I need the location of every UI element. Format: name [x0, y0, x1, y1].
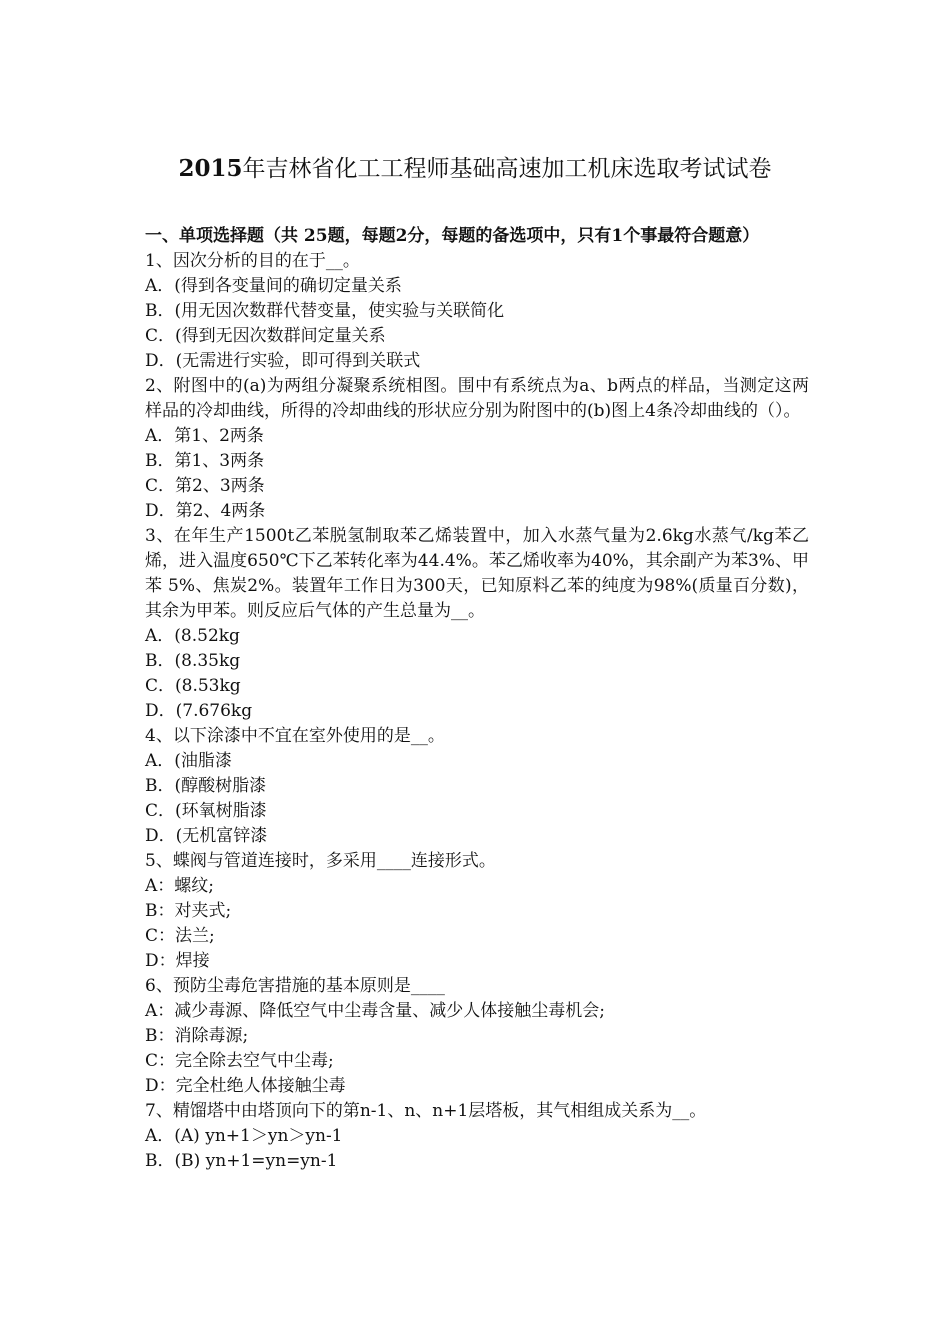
question-7 [145, 1099, 809, 1174]
option-c: C．第2、3两条 [145, 476, 265, 496]
option-d: D．(7.676kg [145, 701, 253, 721]
question-stem: 5、蝶阀与管道连接时，多采用____连接形式。 [145, 851, 496, 871]
option-b: B．(醇酸树脂漆 [145, 776, 267, 796]
section-heading: 一、单项选择题（共 25题，每题2分，每题的备选项中，只有1个事最符合题意） [145, 226, 760, 246]
document-title [0, 152, 950, 186]
option-b: B．(用无因次数群代替变量，使实验与关联简化 [145, 301, 505, 321]
option-d: D．(无机富锌漆 [145, 826, 268, 846]
option-c: C．(得到无因次数群间定量关系 [145, 326, 386, 346]
question-6 [145, 974, 809, 1099]
option-c: C．(环氧树脂漆 [145, 801, 267, 821]
option-a: A：减少毒源、降低空气中尘毒含量、减少人体接触尘毒机会; [145, 1001, 606, 1021]
option-a: A．第1、2两条 [145, 426, 264, 446]
question-stem: 1、因次分析的目的在于__。 [145, 251, 360, 271]
option-b: B．(8.35kg [145, 651, 241, 671]
title-year: 2015 [178, 155, 243, 182]
option-a: A．(A) yn+1＞yn＞yn-1 [145, 1126, 343, 1146]
option-d: D．第2、4两条 [145, 501, 266, 521]
question-1 [145, 249, 809, 374]
option-a: A．(油脂漆 [145, 751, 232, 771]
question-stem: 7、精馏塔中由塔顶向下的第n-1、n、n+1层塔板，其气相组成关系为__。 [145, 1101, 707, 1121]
question-stem: 4、以下涂漆中不宜在室外使用的是__。 [145, 726, 445, 746]
option-c: C：法兰; [145, 926, 215, 946]
question-3 [145, 524, 809, 724]
option-b: B：对夹式; [145, 901, 232, 921]
question-stem: 3、在年生产1500t乙苯脱氢制取苯乙烯装置中，加入水蒸气量为2.6kg水蒸气/kg苯乙烯，进入温度650℃下乙苯转化率为44.4%。苯乙烯收率为40%，其余副产为苯3%、甲苯 5%、焦炭2%。装置年工作日为300天，已知原料乙苯的纯度为98%(质量百分数)，其余为甲苯。则反应后气体的产生总量为__。 [145, 526, 809, 621]
question-stem: 2、附图中的(a)为两组分凝聚系统相图。围中有系统点为a、b两点的样品，当测定这两样品的冷却曲线，所得的冷却曲线的形状应分别为附图中的(b)图上4条冷却曲线的（）。 [145, 376, 809, 421]
option-b: B．(B) yn+1=yn=yn-1 [145, 1151, 338, 1171]
option-c: C：完全除去空气中尘毒; [145, 1051, 334, 1071]
question-stem: 6、预防尘毒危害措施的基本原则是____ [145, 976, 445, 996]
question-4 [145, 724, 809, 849]
option-d: D：焊接 [145, 951, 210, 971]
option-b: B．第1、3两条 [145, 451, 265, 471]
option-b: B：消除毒源; [145, 1026, 249, 1046]
option-a: A：螺纹; [145, 876, 215, 896]
option-c: C．(8.53kg [145, 676, 241, 696]
option-a: A．(8.52kg [145, 626, 240, 646]
option-d: D．(无需进行实验，即可得到关联式 [145, 351, 421, 371]
document-body [145, 224, 809, 1174]
option-d: D：完全杜绝人体接触尘毒 [145, 1076, 346, 1096]
question-2 [145, 374, 809, 524]
question-5 [145, 849, 809, 974]
title-text: 年吉林省化工工程师基础高速加工机床选取考试试卷 [242, 156, 772, 182]
option-a: A．(得到各变量间的确切定量关系 [145, 276, 402, 296]
